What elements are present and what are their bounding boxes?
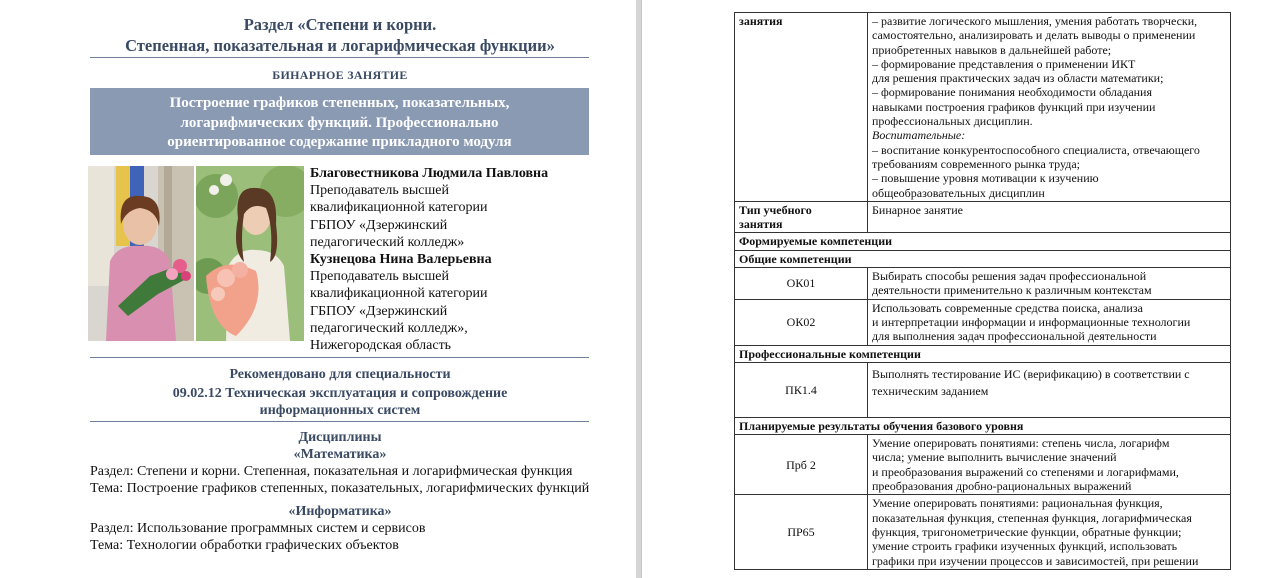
lesson-type-key-line: Тип учебного bbox=[739, 202, 812, 217]
professional-competencies-heading: Профессиональные компетенции bbox=[735, 345, 1231, 362]
lesson-type-key bbox=[735, 201, 868, 233]
ok01-text bbox=[868, 268, 1231, 300]
table-row bbox=[735, 362, 1231, 417]
recommended-label: Рекомендовано для специальности bbox=[229, 367, 451, 382]
goal-line: – формирование представления о применении ИКТ bbox=[872, 56, 1136, 71]
pk14-text bbox=[868, 362, 1231, 417]
educational-line: – воспитание конкурентоспособного специалиста, отвечающего bbox=[872, 142, 1200, 157]
math-section: Раздел: Степени и корни. Степенная, показательная и логарифмическая функция bbox=[90, 464, 573, 479]
author1-name: Благовестникова Людмила Павловна bbox=[310, 166, 549, 181]
table-row bbox=[735, 268, 1231, 300]
author2-line: Преподаватель высшей bbox=[310, 269, 449, 285]
lesson-type-key-line: занятия bbox=[739, 217, 783, 232]
ok01-line: деятельности применительно к различным контекстам bbox=[872, 283, 1152, 298]
table-row bbox=[735, 495, 1231, 569]
specialty-line-2: информационных систем bbox=[259, 403, 421, 418]
section-title bbox=[90, 14, 590, 56]
table-row bbox=[735, 417, 1231, 434]
goal-line: самостоятельно, анализировать и делать выводы о применении bbox=[872, 28, 1196, 43]
table-row bbox=[735, 201, 1231, 233]
ok02-line: для выполнения задач профессиональной деятельности bbox=[872, 329, 1157, 344]
ok02-line: и интерпретации информации и информационные технологии bbox=[872, 314, 1191, 329]
math-heading: «Математика» bbox=[293, 447, 387, 462]
lesson-title-banner bbox=[90, 88, 589, 155]
author1-photo bbox=[88, 166, 194, 341]
pk14-code: ПК1.4 bbox=[735, 362, 868, 417]
left-page bbox=[0, 0, 636, 578]
it-heading: «Информатика» bbox=[288, 504, 392, 519]
author1-line: ГБПОУ «Дзержинский bbox=[310, 217, 448, 233]
banner-line-1: Построение графиков степенных, показательных, bbox=[169, 95, 510, 111]
author2-photo bbox=[196, 166, 304, 341]
it-topic: Тема: Технологии обработки графических объектов bbox=[90, 538, 399, 553]
prb5-line: Умение оперировать понятиями: рациональная функция, bbox=[872, 496, 1163, 511]
prb2-line: и преобразования выражений со степенями и логарифмами, bbox=[872, 464, 1179, 479]
prb2-code: Прб 2 bbox=[735, 435, 868, 495]
divider bbox=[90, 57, 589, 58]
goal-line: приобретенных навыков в дальнейшей работе; bbox=[872, 42, 1112, 57]
competencies-table bbox=[734, 12, 1231, 570]
author2-line: квалификационной категории bbox=[310, 286, 488, 302]
section-title-line-2: Степенная, показательная и логарифмическая функции» bbox=[125, 36, 555, 55]
prb5-text bbox=[868, 495, 1231, 569]
specialty-block bbox=[90, 366, 590, 419]
section-title-line-1: Раздел «Степени и корни. bbox=[243, 15, 437, 34]
author1-line: педагогический колледж» bbox=[310, 234, 465, 250]
pk14-line: Выполнять тестирование ИС (верификацию) в соответствии с bbox=[872, 366, 1190, 381]
prb2-line: преобразования дробно-рациональных выражений bbox=[872, 479, 1132, 494]
educational-line: общеобразовательных дисциплин bbox=[872, 185, 1045, 200]
table-row bbox=[735, 299, 1231, 345]
prb5-line: показательная функция, степенная функция, логарифмическая bbox=[872, 510, 1192, 525]
specialty-line-1: 09.02.12 Техническая эксплуатация и сопровождение bbox=[172, 386, 508, 401]
disciplines-block bbox=[90, 429, 590, 554]
pk14-line: техническим заданием bbox=[872, 384, 989, 399]
prb2-text bbox=[868, 435, 1231, 495]
goals-key: занятия bbox=[735, 13, 868, 202]
educational-line: – повышение уровня мотивации к изучению bbox=[872, 171, 1099, 186]
authors-block bbox=[310, 165, 590, 354]
prb5-line: умение строить графики изученных функций, использовать bbox=[872, 539, 1178, 554]
goal-line: для решения практических задач из области математики; bbox=[872, 71, 1164, 86]
goal-line: профессиональных дисциплин. bbox=[872, 114, 1033, 129]
table-row bbox=[735, 233, 1231, 250]
ok02-text bbox=[868, 299, 1231, 345]
goal-line: – формирование понимания необходимости обладания bbox=[872, 85, 1153, 100]
right-page bbox=[641, 0, 1280, 578]
ok01-code: ОК01 bbox=[735, 268, 868, 300]
divider bbox=[90, 357, 589, 358]
math-topic: Тема: Построение графиков степенных, показательных, логарифмических функций bbox=[90, 481, 590, 496]
goal-line: навыками построения графиков функций при изучении bbox=[872, 99, 1156, 114]
educational-line: требованиям современного рынка труда; bbox=[872, 156, 1081, 171]
educational-label: Воспитательные: bbox=[872, 128, 966, 143]
ok02-line: Использовать современные средства поиска, анализа bbox=[872, 300, 1143, 315]
prb5-code: ПР65 bbox=[735, 495, 868, 569]
general-competencies-heading: Общие компетенции bbox=[735, 250, 1231, 267]
lesson-type-value: Бинарное занятие bbox=[868, 201, 1231, 233]
author1-line: квалификационной категории bbox=[310, 200, 488, 216]
goal-line: – развитие логического мышления, умения работать творчески, bbox=[872, 14, 1198, 28]
prb5-line: графики при изучении процессов и зависимостей, при решении bbox=[872, 553, 1199, 568]
author1-line: Преподаватель высшей bbox=[310, 183, 449, 199]
divider bbox=[90, 421, 589, 422]
prb2-line: Умение оперировать понятиями: степень числа, логарифм bbox=[872, 436, 1170, 451]
prb5-line: функция, тригонометрические функции, обратные функции; bbox=[872, 524, 1182, 539]
author2-line: ГБПОУ «Дзержинский bbox=[310, 303, 448, 319]
ok01-line: Выбирать способы решения задач профессиональной bbox=[872, 269, 1147, 284]
table-row bbox=[735, 13, 1231, 202]
lesson-type-heading: БИНАРНОЕ ЗАНЯТИЕ bbox=[272, 68, 408, 82]
author2-name: Кузнецова Нина Валерьевна bbox=[310, 252, 492, 268]
table-row bbox=[735, 435, 1231, 495]
table-row bbox=[735, 345, 1231, 362]
goals-value bbox=[868, 13, 1231, 202]
planned-results-heading: Планируемые результаты обучения базового уровня bbox=[735, 417, 1231, 434]
ok02-code: ОК02 bbox=[735, 299, 868, 345]
banner-line-3: ориентированное содержание прикладного модуля bbox=[167, 134, 512, 150]
banner-line-2: логарифмических функций. Профессионально bbox=[180, 114, 499, 131]
formed-competencies-heading: Формируемые компетенции bbox=[735, 233, 1231, 250]
author2-line: Нижегородская область bbox=[310, 338, 452, 354]
prb2-line: числа; умение выполнить вычисление значений bbox=[872, 450, 1117, 465]
disciplines-heading: Дисциплины bbox=[298, 430, 382, 445]
it-section: Раздел: Использование программных систем и сервисов bbox=[90, 521, 426, 536]
table-row bbox=[735, 250, 1231, 267]
author2-line: педагогический колледж», bbox=[310, 320, 468, 336]
